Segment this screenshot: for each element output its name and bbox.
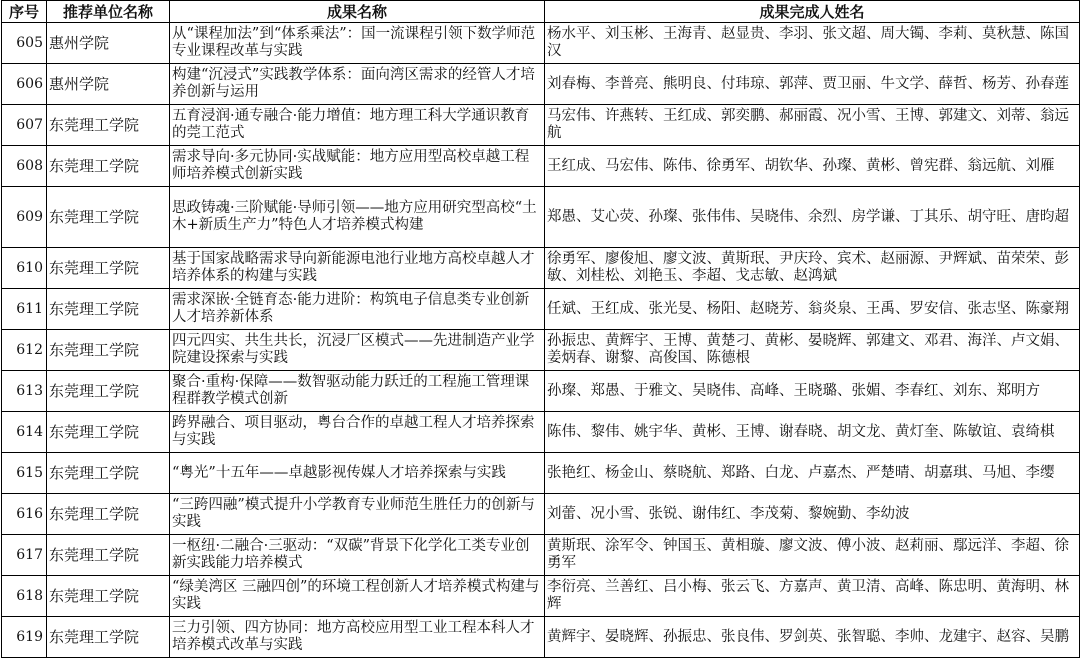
row-number: 610: [2, 248, 47, 289]
table-row: [2, 494, 1080, 535]
achievement-table: [1, 0, 1080, 658]
row-unit: 东莞理工学院: [47, 289, 170, 330]
header-unit: 推荐单位名称: [47, 1, 170, 23]
row-unit: 东莞理工学院: [47, 412, 170, 453]
row-number: 615: [2, 453, 47, 494]
table-row: [2, 453, 1080, 494]
row-title: 跨界融合、项目驱动，粤台合作的卓越工程人才培养探索与实践: [170, 412, 545, 453]
row-people: 刘春梅、李普亮、熊明良、付玮琼、郭萍、贾卫丽、牛文学、薛哲、杨芳、孙春莲: [545, 64, 1080, 105]
table-row: [2, 23, 1080, 64]
row-people: 徐勇军、廖俊旭、廖文波、黄斯珉、尹庆玲、宾术、赵丽源、尹辉斌、苗荣荣、彭敏、刘桂松、刘艳玉、李超、戈志敏、赵鸿斌: [545, 248, 1080, 289]
table-row: [2, 535, 1080, 576]
header-title: 成果名称: [170, 1, 545, 23]
row-unit: 东莞理工学院: [47, 330, 170, 371]
header-index: 序号: [2, 1, 47, 23]
row-title: “三跨四融”模式提升小学教育专业师范生胜任力的创新与实践: [170, 494, 545, 535]
row-unit: 惠州学院: [47, 23, 170, 64]
row-title: 三力引领、四方协同：地方高校应用型工业工程本科人才培养模式改革与实践: [170, 617, 545, 658]
row-people: 刘蕾、况小雪、张锐、谢伟红、李茂菊、黎婉勤、李幼波: [545, 494, 1080, 535]
row-title: 基于国家战略需求导向新能源电池行业地方高校卓越人才培养体系的构建与实践: [170, 248, 545, 289]
row-people: 黄辉宇、晏晓辉、孙振忠、张良伟、罗剑英、张智聪、李帅、龙建宇、赵容、吴鹏: [545, 617, 1080, 658]
table-row: [2, 248, 1080, 289]
row-title: 一枢纽·二融合·三驱动：“双碳”背景下化学化工类专业创新实践能力培养模式: [170, 535, 545, 576]
row-number: 617: [2, 535, 47, 576]
row-title: 需求导向·多元协同·实战赋能：地方应用型高校卓越工程师培养模式创新实践: [170, 146, 545, 187]
row-people: 郑愚、艾心荧、孙璨、张伟伟、吴晓伟、余烈、房学谦、丁其乐、胡守旺、唐昀超: [545, 187, 1080, 248]
row-title: 构建“沉浸式”实践教学体系：面向湾区需求的经管人才培养创新与运用: [170, 64, 545, 105]
row-unit: 惠州学院: [47, 64, 170, 105]
row-unit: 东莞理工学院: [47, 453, 170, 494]
table-row: [2, 105, 1080, 146]
row-unit: 东莞理工学院: [47, 535, 170, 576]
row-unit: 东莞理工学院: [47, 371, 170, 412]
table-header-row: [2, 1, 1080, 23]
row-people: 陈伟、黎伟、姚宇华、黄彬、王博、谢春晓、胡文龙、黄灯奎、陈敏谊、袁绮棋: [545, 412, 1080, 453]
row-unit: 东莞理工学院: [47, 617, 170, 658]
row-people: 杨水平、刘玉彬、王海青、赵显贵、李羽、张文超、周大镯、李莉、莫秋慧、陈国汉: [545, 23, 1080, 64]
row-number: 618: [2, 576, 47, 617]
table-row: [2, 412, 1080, 453]
row-unit: 东莞理工学院: [47, 146, 170, 187]
row-title: 聚合·重构·保障——数智驱动能力跃迁的工程施工管理课程群教学模式创新: [170, 371, 545, 412]
row-title: 五育浸润·通专融合·能力增值：地方理工科大学通识教育的莞工范式: [170, 105, 545, 146]
row-people: 孙璨、郑愚、于雅文、吴晓伟、高峰、王晓璐、张媚、李春红、刘东、郑明方: [545, 371, 1080, 412]
row-unit: 东莞理工学院: [47, 187, 170, 248]
row-number: 619: [2, 617, 47, 658]
row-title: “粤光”十五年——卓越影视传媒人才培养探索与实践: [170, 453, 545, 494]
row-people: 马宏伟、许燕转、王红成、郭奕鹏、郝丽霞、况小雪、王博、郭建文、刘蒂、翁远航: [545, 105, 1080, 146]
table-row: [2, 64, 1080, 105]
row-title: 需求深嵌·全链育态·能力进阶：构筑电子信息类专业创新人才培养新体系: [170, 289, 545, 330]
row-title: 从“课程加法”到“体系乘法”：国一流课程引领下数学师范专业课程改革与实践: [170, 23, 545, 64]
row-unit: 东莞理工学院: [47, 105, 170, 146]
table-row: [2, 330, 1080, 371]
table-row: [2, 371, 1080, 412]
row-title: 四元四实、共生共长，沉浸厂区模式——先进制造产业学院建设探索与实践: [170, 330, 545, 371]
row-number: 614: [2, 412, 47, 453]
row-people: 黄斯珉、涂军令、钟国玉、黄相璇、廖文波、傅小波、赵莉丽、鄢远洋、李超、徐勇军: [545, 535, 1080, 576]
table-row: [2, 617, 1080, 658]
row-number: 616: [2, 494, 47, 535]
row-people: 孙振忠、黄辉宇、王博、黄楚刁、黄彬、晏晓辉、郭建文、邓君、海洋、卢文娟、姜炳春、谢黎、高俊国、陈德根: [545, 330, 1080, 371]
row-title: 思政铸魂·三阶赋能·导师引领——地方应用研究型高校“土木+新质生产力”特色人才培养模式构建: [170, 187, 545, 248]
row-people: 李衍亮、兰善红、吕小梅、张云飞、方嘉声、黄卫清、高峰、陈忠明、黄海明、林辉: [545, 576, 1080, 617]
row-title: “绿美湾区 三融四创”的环境工程创新人才培养模式构建与实践: [170, 576, 545, 617]
row-number: 611: [2, 289, 47, 330]
row-number: 608: [2, 146, 47, 187]
row-people: 王红成、马宏伟、陈伟、徐勇军、胡钦华、孙璨、黄彬、曾宪群、翁远航、刘雁: [545, 146, 1080, 187]
row-number: 606: [2, 64, 47, 105]
row-number: 612: [2, 330, 47, 371]
row-unit: 东莞理工学院: [47, 494, 170, 535]
table-row: [2, 289, 1080, 330]
row-number: 607: [2, 105, 47, 146]
row-number: 609: [2, 187, 47, 248]
row-unit: 东莞理工学院: [47, 576, 170, 617]
header-people: 成果完成人姓名: [545, 1, 1080, 23]
table-row: [2, 576, 1080, 617]
row-number: 605: [2, 23, 47, 64]
row-number: 613: [2, 371, 47, 412]
row-people: 任斌、王红成、张光旻、杨阳、赵晓芳、翁炎泉、王禹、罗安信、张志坚、陈豪翔: [545, 289, 1080, 330]
table-row: [2, 146, 1080, 187]
table-row: [2, 187, 1080, 248]
row-people: 张艳红、杨金山、蔡晓航、郑路、白龙、卢嘉杰、严楚晴、胡嘉琪、马旭、李缨: [545, 453, 1080, 494]
row-unit: 东莞理工学院: [47, 248, 170, 289]
table-body: [2, 23, 1080, 658]
